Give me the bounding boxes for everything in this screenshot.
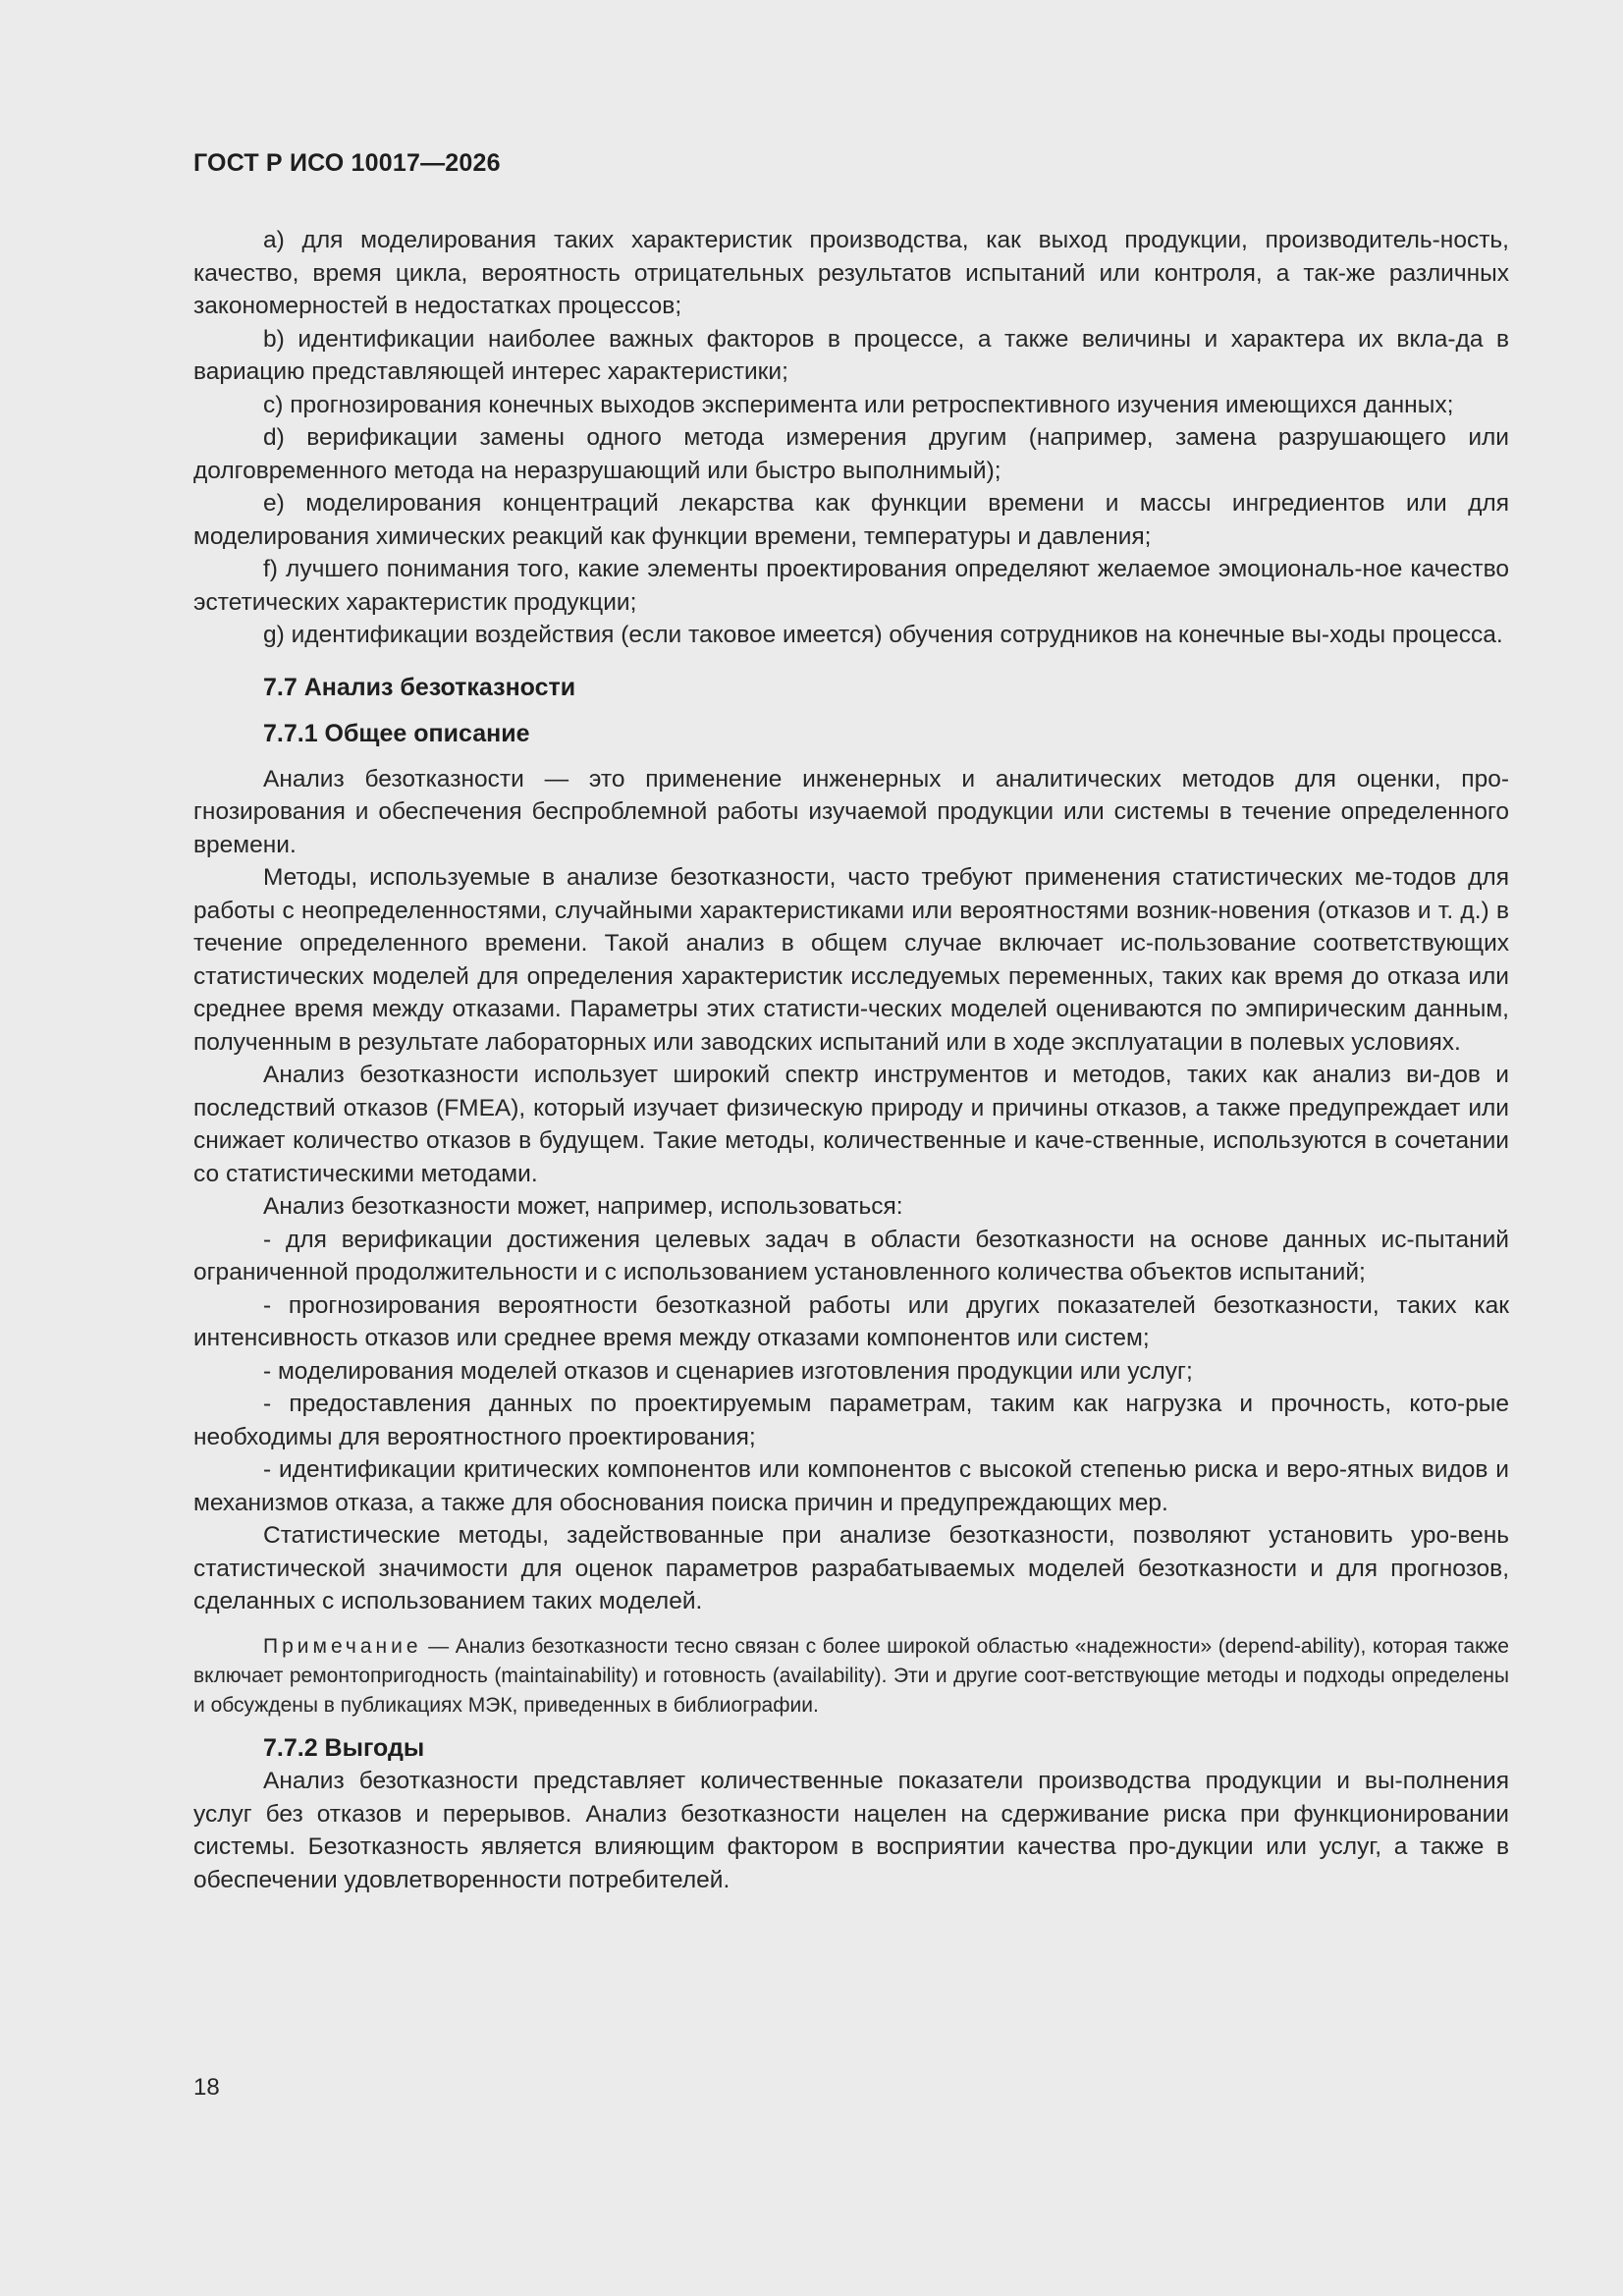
paragraph-methods: Методы, используемые в анализе безотказности, часто требуют применения статистических ме-тодов для работы с неопределенностями, случайными характеристиками или вероятностями возник-новения (отказов и т. д.) в течение определенного времени. Такой анализ в общем случае включает ис-пользование соответствующих статистических моделей для определения характеристик исследуемых переменных, таких как время до отказа или среднее время между отказами. Параметры этих статисти-ческих моделей оцениваются по эмпирическим данным, полученным в результате лабораторных или заводских испытаний или в ходе эксплуатации в полевых условиях. xyxy=(193,864,1509,1056)
dash-list-item: - идентификации критических компонентов или компонентов с высокой степенью риска и веро-ятных видов и механизмов отказа, а также для обоснования поиска причин и предупреждающих мер. xyxy=(193,1456,1509,1516)
dash-list-item: - для верификации достижения целевых задач в области безотказности на основе данных ис-пытаний ограниченной продолжительности и с использованием установленного количества объектов испытаний; xyxy=(193,1226,1509,1285)
document-header: ГОСТ Р ИСО 10017—2026 xyxy=(193,149,501,177)
paragraph-benefits: Анализ безотказности представляет количественные показатели производства продукции и вы-полнения услуг без отказов и перерывов. Анализ безотказности нацелен на сдерживание риска при функционировании системы. Безотказность является влияющим фактором в восприятии качества про-дукции или услуг, а также в обеспечении удовлетворенности потребителей. xyxy=(193,1768,1509,1893)
list-item-a: a) для моделирования таких характеристик производства, как выход продукции, производитель-ность, качество, время цикла, вероятность отрицательных результатов испытаний или контроля, а так-же различных закономерностей в недостатках процессов; xyxy=(193,227,1509,319)
document-body xyxy=(193,224,1509,1896)
paragraph-statistical-methods: Статистические методы, задействованные при анализе безотказности, позволяют установить уро-вень статистической значимости для оценок параметров разрабатываемых моделей безотказности и для прогнозов, сделанных с использованием таких моделей. xyxy=(193,1522,1509,1614)
paragraph-tools: Анализ безотказности использует широкий спектр инструментов и методов, таких как анализ ви-дов и последствий отказов (FMEA), который изучает физическую природу и причины отказов, а также предупреждает или снижает количество отказов в будущем. Такие методы, количественные и каче-ственные, используются в сочетании со статистическими методами. xyxy=(193,1062,1509,1187)
list-item-f: f) лучшего понимания того, какие элементы проектирования определяют желаемое эмоциональ-ное качество эстетических характеристик продукции; xyxy=(193,556,1509,616)
note-block xyxy=(193,1632,1509,1721)
list-item-e: e) моделирования концентраций лекарства как функции времени и массы ингредиентов или для моделирования химических реакций как функции времени, температуры и давления; xyxy=(193,490,1509,550)
list-item-b: b) идентификации наиболее важных факторов в процессе, а также величины и характера их вкла-да в вариацию представляющей интерес характеристики; xyxy=(193,325,1509,385)
dash-list-item: - прогнозирования вероятности безотказной работы или других показателей безотказности, таких как интенсивность отказов или среднее время между отказами компонентов или систем; xyxy=(193,1291,1509,1351)
note-text: — Анализ безотказности тесно связан с более широкой областью «надежности» (depend-ability), которая также включает ремонтопригодность (maintainability) и готовность (availability). Эти и другие соот-ветствующие методы и подходы определены и обсуждены в публикациях МЭК, приведенных в библиографии. xyxy=(193,1634,1509,1717)
section-heading-7-7-2: 7.7.2 Выгоды xyxy=(263,1733,425,1762)
section-heading-7-7: 7.7 Анализ безотказности xyxy=(263,673,576,701)
paragraph-usage-intro: Анализ безотказности может, например, использоваться: xyxy=(263,1193,903,1220)
list-item-g: g) идентификации воздействия (если таковое имеется) обучения сотрудников на конечные вы-ходы процесса. xyxy=(263,622,1503,648)
paragraph-definition: Анализ безотказности — это применение инженерных и аналитических методов для оценки, про-гнозирования и обеспечения беспроблемной работы изучаемой продукции или системы в течение определенного времени. xyxy=(193,765,1509,858)
dash-list-item: - моделирования моделей отказов и сценариев изготовления продукции или услуг; xyxy=(263,1357,1193,1385)
list-item-d: d) верификации замены одного метода измерения другим (например, замена разрушающего или долговременного метода на неразрушающий или быстро выполнимый); xyxy=(193,424,1509,484)
list-item-c: c) прогнозирования конечных выходов эксперимента или ретроспективного изучения имеющихся данных; xyxy=(263,391,1454,418)
section-heading-7-7-1: 7.7.1 Общее описание xyxy=(263,720,530,747)
dash-list-item: - предоставления данных по проектируемым параметрам, таким как нагрузка и прочность, кото-рые необходимы для вероятностного проектирования; xyxy=(193,1391,1509,1450)
note-label: Примечание xyxy=(263,1634,422,1658)
page-number: 18 xyxy=(193,2074,220,2101)
